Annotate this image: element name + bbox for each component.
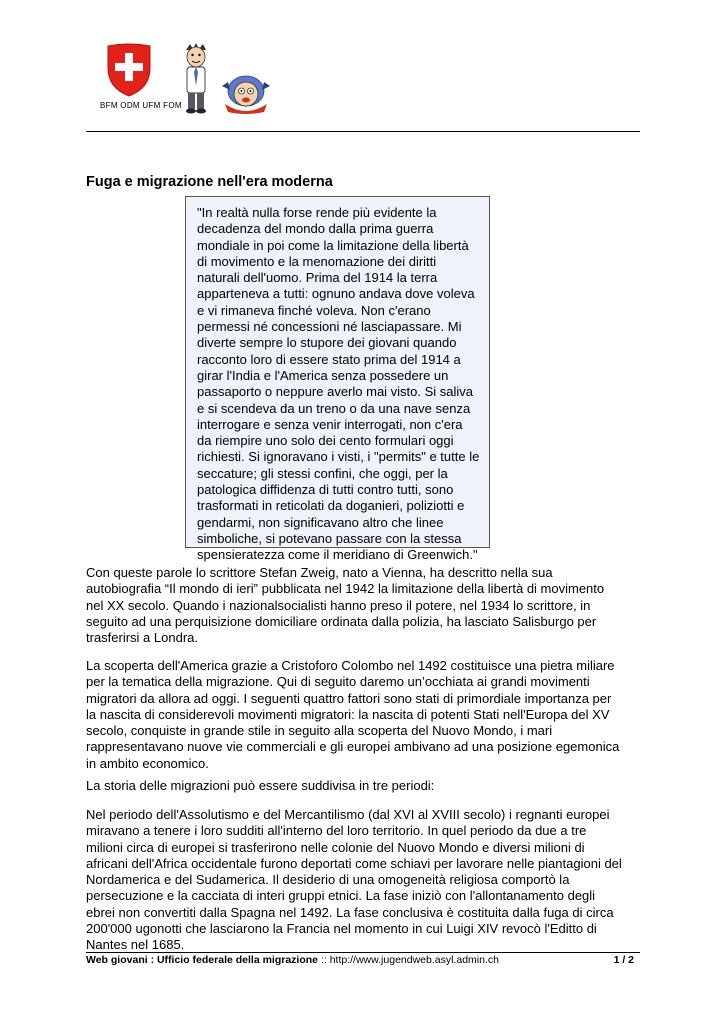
quote-text: "In realtà nulla forse rende più evidente la decadenza del mondo dalla prima guerra mondiale in poi come la limitazione della libertà di movimento e la menomazione dei diritti naturali dell'uomo. Prima del 1914 la terra apparteneva a tutti: ognuno andava dove voleva e vi rimaneva finché voleva. Non c'erano permessi né concessioni né lasciapassare. Mi diverte sempre lo stupore dei giovani quando racconto loro di essere stato prima del 1914 a girar l'India e l'America senza possedere un passaporto o neppure averlo mai visto. Si saliva e si scendeva da un treno o da una nave senza interrogare e senza venir interrogati, non c'era da riempire uno solo dei cento formulari oggi richiesti. Si ignoravano i visti, i "permits" e tutte le seccature; gli stessi confini, che oggi, per la patologica diffidenza di tutti contro tutti, sono trasformati in reticolati da doganieri, poliziotti e gendarmi, non significavano altro che linee simboliche, si potevano passare con la stessa spensieratezza come il meridiano di Greenwich." (197, 205, 480, 563)
cartoon-man-icon (178, 42, 214, 116)
paragraph-america-discovery: La scoperta dell'America grazie a Cristoforo Colombo nel 1492 costituisce una pietra miliare per la tematica della migrazione. Qui di seguito daremo un’occhiata ai grandi movimenti migratori da allora ad oggi. I seguenti quattro fattori sono stati di primordiale importanza per la nascita di considerevoli movimenti migratori: la nascita di potenti Stati nell'Europa del XV secolo, conquiste in grande stile in seguito alla scoperta del Nuovo Mondo, i mari rappresentavano nuove vie commerciali e gli europei ambivano ad una posizione egemonica in ambito economico. (86, 658, 620, 771)
page-title: Fuga e migrazione nell'era moderna (86, 174, 333, 190)
agency-acronyms: BFM ODM UFM FOM (100, 101, 182, 110)
footer-url-link[interactable]: http://www.jugendweb.asyl.admin.ch (329, 954, 499, 966)
footer-separator: :: (318, 954, 330, 966)
header-logos (100, 40, 280, 120)
paragraph-periods-intro: La storia delle migrazioni può essere suddivisa in tre periodi: (86, 778, 435, 793)
footer (86, 954, 640, 970)
footer-source (86, 954, 499, 966)
cartoon-woman-icon (220, 74, 272, 114)
paragraph-zweig: Con queste parole lo scrittore Stefan Zweig, nato a Vienna, ha descritto nella sua autobiografia “Il mondo di ieri” pubblicata nel 1942 la limitazione della libertà di movimento nel XX secolo. Quando i nazionalsocialisti hanno preso il potere, nel 1934 lo scrittore, in seguito ad una perquisizione domiciliare ordinata dalla polizia, ha lasciato Salisburgo per trasferirsi a Londra. (86, 565, 605, 646)
paragraph-absolutism: Nel periodo dell'Assolutismo e del Mercantilismo (dal XVI al XVIII secolo) i regnanti europei miravano a tenere i loro sudditi all'interno del loro territorio. In quel periodo da due a tre milioni circa di europei si trasferirono nelle colonie del Nuovo Mondo e diversi milioni di africani dell'Africa occidentale furono deportati come schiavi per lavorare nelle piantagioni del Nordamerica e del Sudamerica. Il desiderio di una omogeneità religiosa comportò la persecuzione e la cacciata di interi gruppi etnici. La fase iniziò con l'allontanamento degli ebrei non convertiti dalla Spagna nel 1492. La fase conclusiva è costituita dalla fuga di circa 200'000 ugonotti che lasciarono la Francia nel momento in cui Luigi XIV revocò l'Editto di Nantes nel 1685. (86, 807, 622, 953)
footer-org: Web giovani : Ufficio federale della migrazione (86, 954, 319, 966)
swiss-coat-of-arms-icon (106, 42, 152, 98)
footer-divider (86, 952, 640, 953)
header-divider (86, 131, 640, 132)
page-number: 1 / 2 (613, 954, 634, 966)
quote-box (185, 196, 490, 563)
